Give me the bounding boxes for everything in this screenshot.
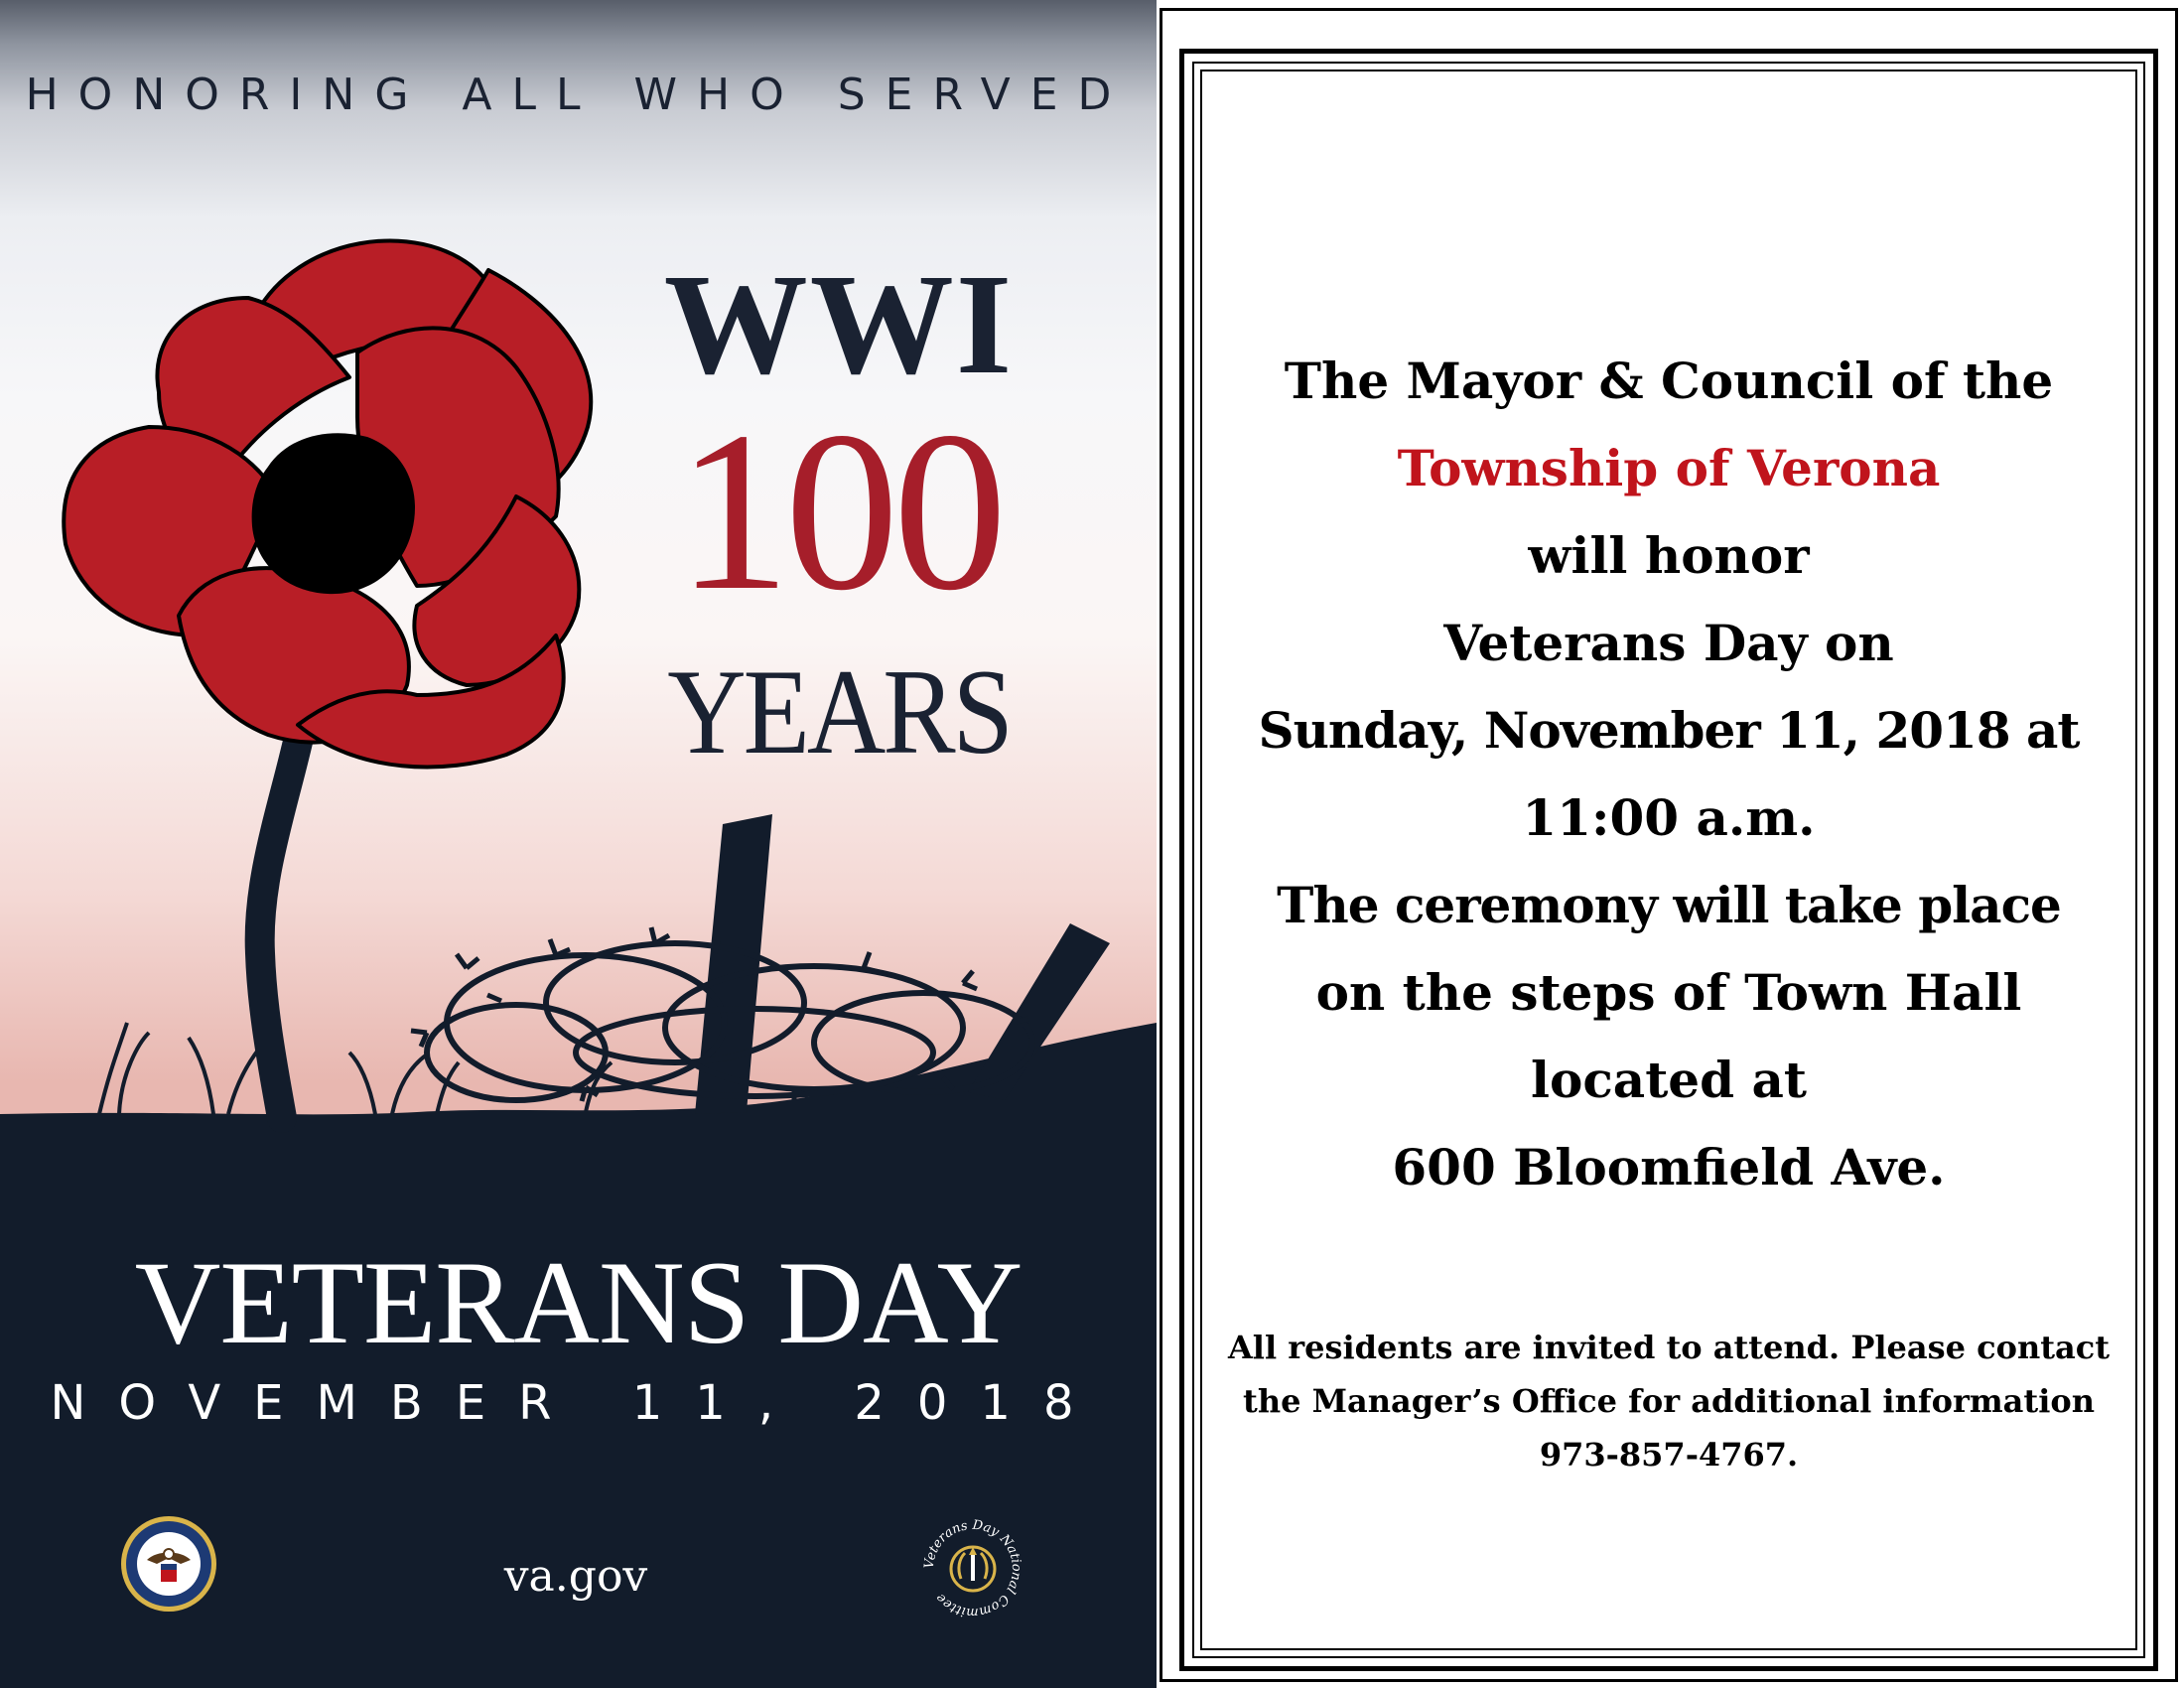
va-seal-icon [119, 1514, 218, 1614]
announcement-line: on the steps of Town Hall [1315, 963, 2022, 1022]
phone-number: 973-857-4767. [1539, 1436, 1799, 1474]
note-line: the Manager’s Office for additional information [1243, 1382, 2095, 1420]
announcement-line: The ceremony will take place [1277, 876, 2061, 934]
headline-wwi: WWI [663, 245, 1015, 404]
announcement-line: The Mayor & Council of the [1284, 352, 2054, 410]
vdnc-seal-icon [913, 1509, 1032, 1628]
poster-title: VETERANS DAY [134, 1236, 1023, 1368]
announcement-line: will honor [1528, 526, 1810, 585]
township-name: Township of Verona [1397, 439, 1941, 497]
poster-tagline: HONORING ALL WHO SERVED [25, 70, 1132, 120]
announcement-date: Sunday, November 11, 2018 at [1258, 701, 2080, 760]
announcement-line: located at [1531, 1051, 1807, 1109]
announcement-address: 600 Bloomfield Ave. [1392, 1138, 1946, 1196]
note-line: All residents are invited to attend. Please contact [1227, 1329, 2111, 1366]
headline-years: YEARS [667, 643, 1011, 779]
announcement-time: 11:00 a.m. [1522, 788, 1816, 847]
announcement-body [1160, 338, 2178, 1211]
vdnc-seal-text: Veterans Day National Committee [921, 1517, 1024, 1620]
contact-note [1160, 1321, 2178, 1481]
announcement-line: Veterans Day on [1443, 614, 1894, 672]
website-link[interactable]: va.gov [503, 1551, 648, 1602]
poppy-center-icon [252, 433, 415, 594]
headline-100: 100 [676, 384, 1002, 637]
poster-date: NOVEMBER 11, 2018 [50, 1375, 1107, 1431]
poppy-stem [260, 715, 304, 1118]
